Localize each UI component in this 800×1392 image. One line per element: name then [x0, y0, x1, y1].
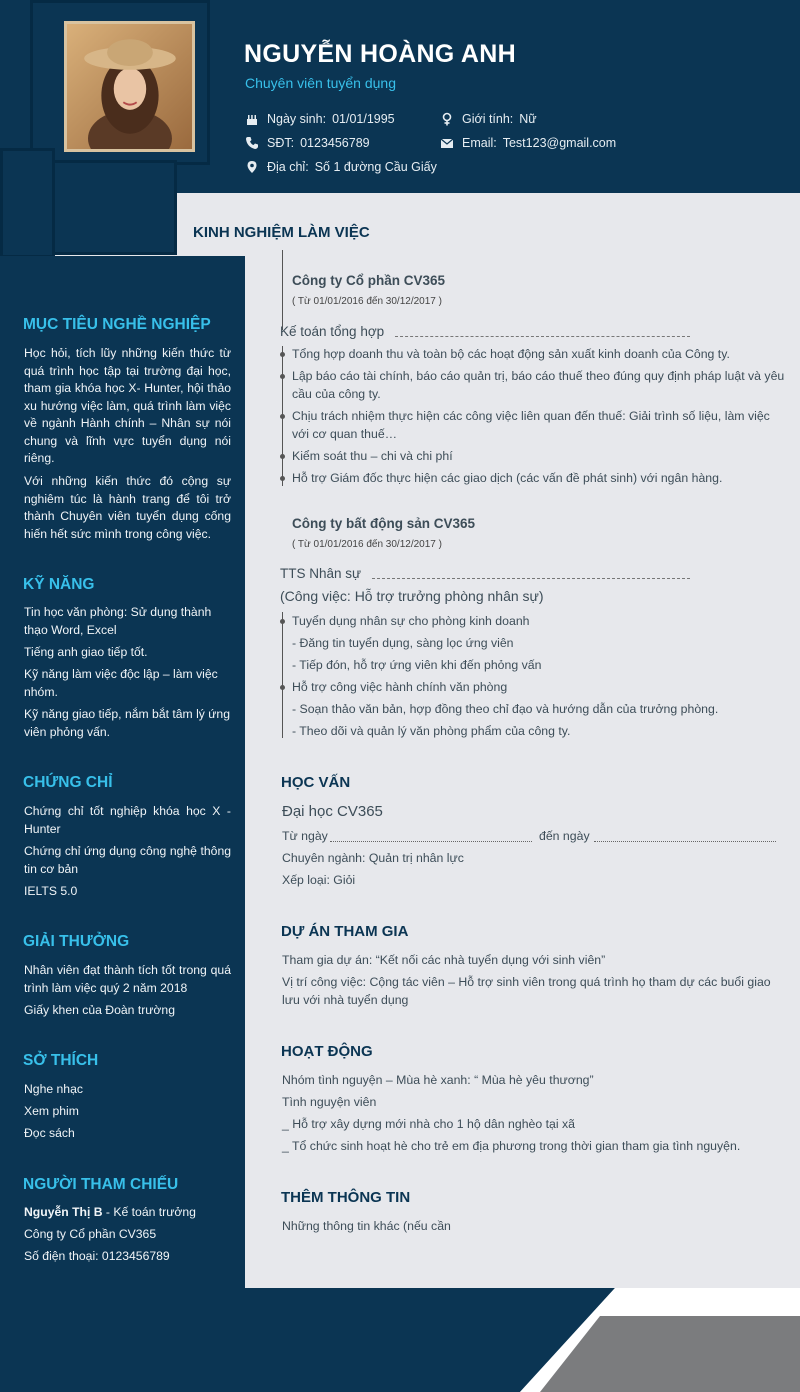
email-value: Test123@gmail.com: [502, 136, 617, 150]
gender-info: [440, 112, 537, 126]
location-pin-icon: [245, 160, 259, 174]
to-date-label: đến ngày: [539, 829, 590, 843]
decor-block: [0, 148, 55, 258]
job-duty: Chịu trách nhiệm thực hiện các công việc liên quan đến thuế: Giải trình số liệu, làm việc với cơ quan thuế…: [292, 409, 770, 441]
project-line: Tham gia dự án: “Kết nối các nhà tuyển dụng với sinh viên”: [282, 953, 606, 967]
certificate-item: Chứng chỉ ứng dụng công nghệ thông tin cơ bản: [24, 844, 231, 876]
email-label: Email:: [462, 136, 497, 150]
more-info-text: Những thông tin khác (nếu cần: [282, 1219, 451, 1233]
bullet-dot: [280, 476, 285, 481]
job-duty: Hỗ trợ công việc hành chính văn phòng: [292, 680, 508, 694]
phone-label: SĐT:: [267, 136, 295, 150]
job-title: Chuyên viên tuyển dụng: [245, 75, 396, 91]
envelope-icon: [440, 136, 454, 150]
bullet-dot: [280, 685, 285, 690]
job-duty: Hỗ trợ Giám đốc thực hiện các giao dịch (các vấn đề phát sinh) với ngân hàng.: [292, 471, 723, 485]
activity-line: _ Tổ chức sinh hoạt hè cho trẻ em địa phương trong thời gian tham gia tình nguyện.: [282, 1139, 741, 1153]
objective-paragraph-2: Với những kiến thức đó cộng sự nghiêm túc là hành trang để tôi trở thành Chuyên viên tuyển dụng cống hiến hết sức mình trong công việc.: [24, 474, 231, 541]
skill-item: Tin học văn phòng: Sử dụng thành thạo Word, Excel: [24, 605, 212, 637]
activity-line: Tình nguyện viên: [282, 1095, 377, 1109]
activity-line: Nhóm tình nguyện – Mùa hè xanh: “ Mùa hè yêu thương”: [282, 1073, 594, 1087]
job-duty: Kiểm soát thu – chi và chi phí: [292, 449, 453, 463]
company-name: Công ty Cổ phần CV365: [292, 273, 446, 288]
full-name: NGUYỄN HOÀNG ANH: [244, 40, 516, 68]
job-role: Kế toán tổng hợp: [280, 324, 385, 339]
address-value: Số 1 đường Cầu Giấy: [314, 160, 437, 174]
objective-title: MỤC TIÊU NGHỀ NGHIỆP: [23, 316, 211, 333]
activities-title: HOẠT ĐỘNG: [281, 1043, 373, 1060]
company-name: Công ty bất động sản CV365: [292, 516, 476, 531]
birth-label: Ngày sinh:: [267, 112, 327, 126]
projects-title: DỰ ÁN THAM GIA: [281, 923, 409, 940]
role-dotted-line: [395, 336, 690, 337]
bullet-dot: [280, 619, 285, 624]
birth-info: [245, 112, 395, 126]
phone-value: 0123456789: [300, 136, 370, 150]
role-dotted-line: [372, 578, 690, 579]
skill-item: Kỹ năng giao tiếp, nắm bắt tâm lý ứng viên phỏng vấn.: [24, 707, 230, 739]
from-date-label: Từ ngày: [282, 829, 328, 843]
hobby-item: Đọc sách: [24, 1126, 75, 1140]
more-info-title: THÊM THÔNG TIN: [281, 1189, 411, 1206]
job-subrole: (Công việc: Hỗ trợ trưởng phòng nhân sự): [280, 588, 544, 604]
job-duty: - Soạn thảo văn bản, hợp đồng theo chỉ đạo và hướng dẫn của trưởng phòng.: [292, 702, 719, 716]
from-date-dots: [330, 841, 532, 842]
address-label: Địa chỉ:: [267, 160, 309, 174]
certificates-title: CHỨNG CHỈ: [23, 774, 113, 791]
job-duty: - Đăng tin tuyển dụng, sàng lọc ứng viên: [292, 636, 514, 650]
reference-person: [24, 1204, 234, 1222]
gender-icon: [440, 112, 454, 126]
skill-item: Kỹ năng làm việc độc lập – làm việc nhóm.: [24, 667, 218, 699]
phone-info: [245, 136, 370, 150]
email-info: [440, 136, 616, 150]
job-role: TTS Nhân sự: [280, 566, 362, 581]
birth-value: 01/01/1995: [332, 112, 395, 126]
project-line: Vị trí công việc: Cộng tác viên – Hỗ trợ sinh viên trong quá trình họ tham dự các buổi giao lưu với nhà tuyển dụng: [282, 975, 771, 1007]
job-duty: Tổng hợp doanh thu và toàn bộ các hoạt động sản xuất kinh doanh của Công ty.: [292, 347, 730, 361]
reference-name: Nguyễn Thị B: [24, 1205, 103, 1219]
gender-value: Nữ: [519, 112, 537, 126]
to-date-dots: [594, 841, 776, 842]
job-duty: - Theo dõi và quản lý văn phòng phẩm của công ty.: [292, 724, 571, 738]
job-period: ( Từ 01/01/2016 đến 30/12/2017 ): [292, 539, 442, 550]
reference-title: NGƯỜI THAM CHIẾU: [23, 1176, 179, 1193]
timeline-line: [282, 612, 283, 738]
bullet-dot: [280, 352, 285, 357]
address-info: [245, 160, 437, 174]
bullet-dot: [280, 374, 285, 379]
hobby-item: Nghe nhạc: [24, 1082, 83, 1096]
award-item: Giấy khen của Đoàn trường: [24, 1003, 175, 1017]
bullet-dot: [280, 414, 285, 419]
gender-label: Giới tính:: [462, 112, 514, 126]
reference-role: - Kế toán trưởng: [102, 1205, 196, 1219]
awards-title: GIẢI THƯỞNG: [23, 933, 130, 950]
hobby-item: Xem phim: [24, 1104, 79, 1118]
bullet-dot: [280, 454, 285, 459]
job-duty: Tuyển dụng nhân sự cho phòng kinh doanh: [292, 614, 530, 628]
job-duty: Lập báo cáo tài chính, báo cáo quản trị, báo cáo thuế theo đúng quy định pháp luật và yêu cầu của công ty.: [292, 369, 785, 401]
certificate-item: Chứng chỉ tốt nghiệp khóa học X - Hunter: [24, 804, 231, 836]
grade: Xếp loại: Giỏi: [282, 873, 356, 887]
job-duty: - Tiếp đón, hỗ trợ ứng viên khi đến phỏng vấn: [292, 658, 542, 672]
cake-icon: [245, 112, 259, 126]
certificate-item: IELTS 5.0: [24, 884, 78, 898]
education-title: HỌC VẤN: [281, 774, 351, 791]
profile-photo: [64, 21, 195, 152]
experience-title: KINH NGHIỆM LÀM VIỆC: [193, 224, 370, 241]
award-item: Nhân viên đạt thành tích tốt trong quá trình làm việc quý 2 năm 2018: [24, 963, 231, 995]
reference-company: Công ty Cổ phần CV365: [24, 1227, 157, 1241]
job-period: ( Từ 01/01/2016 đến 30/12/2017 ): [292, 296, 442, 307]
skill-item: Tiếng anh giao tiếp tốt.: [24, 645, 148, 659]
phone-icon: [245, 136, 259, 150]
major: Chuyên ngành: Quản trị nhân lực: [282, 851, 464, 865]
decor-block: [52, 160, 177, 255]
school-name: Đại học CV365: [282, 803, 383, 820]
objective-paragraph-1: Học hỏi, tích lũy những kiến thức từ quá trình học tập tại trường đại học, tham gia khóa học X- Hunter, hội thảo xu hướng việc làm, quá trình làm việc về ngành Hành chính – Nhân sự nói chung và lĩnh vực tuyển dụng nói riêng.: [24, 346, 231, 465]
skills-title: KỸ NĂNG: [23, 576, 95, 593]
reference-phone: Số điện thoại: 0123456789: [24, 1249, 170, 1263]
activity-line: _ Hỗ trợ xây dựng mới nhà cho 1 hộ dân nghèo tại xã: [282, 1117, 576, 1131]
bottom-decoration: [0, 1288, 800, 1392]
timeline-line: [282, 250, 283, 330]
hobbies-title: SỞ THÍCH: [23, 1052, 99, 1069]
